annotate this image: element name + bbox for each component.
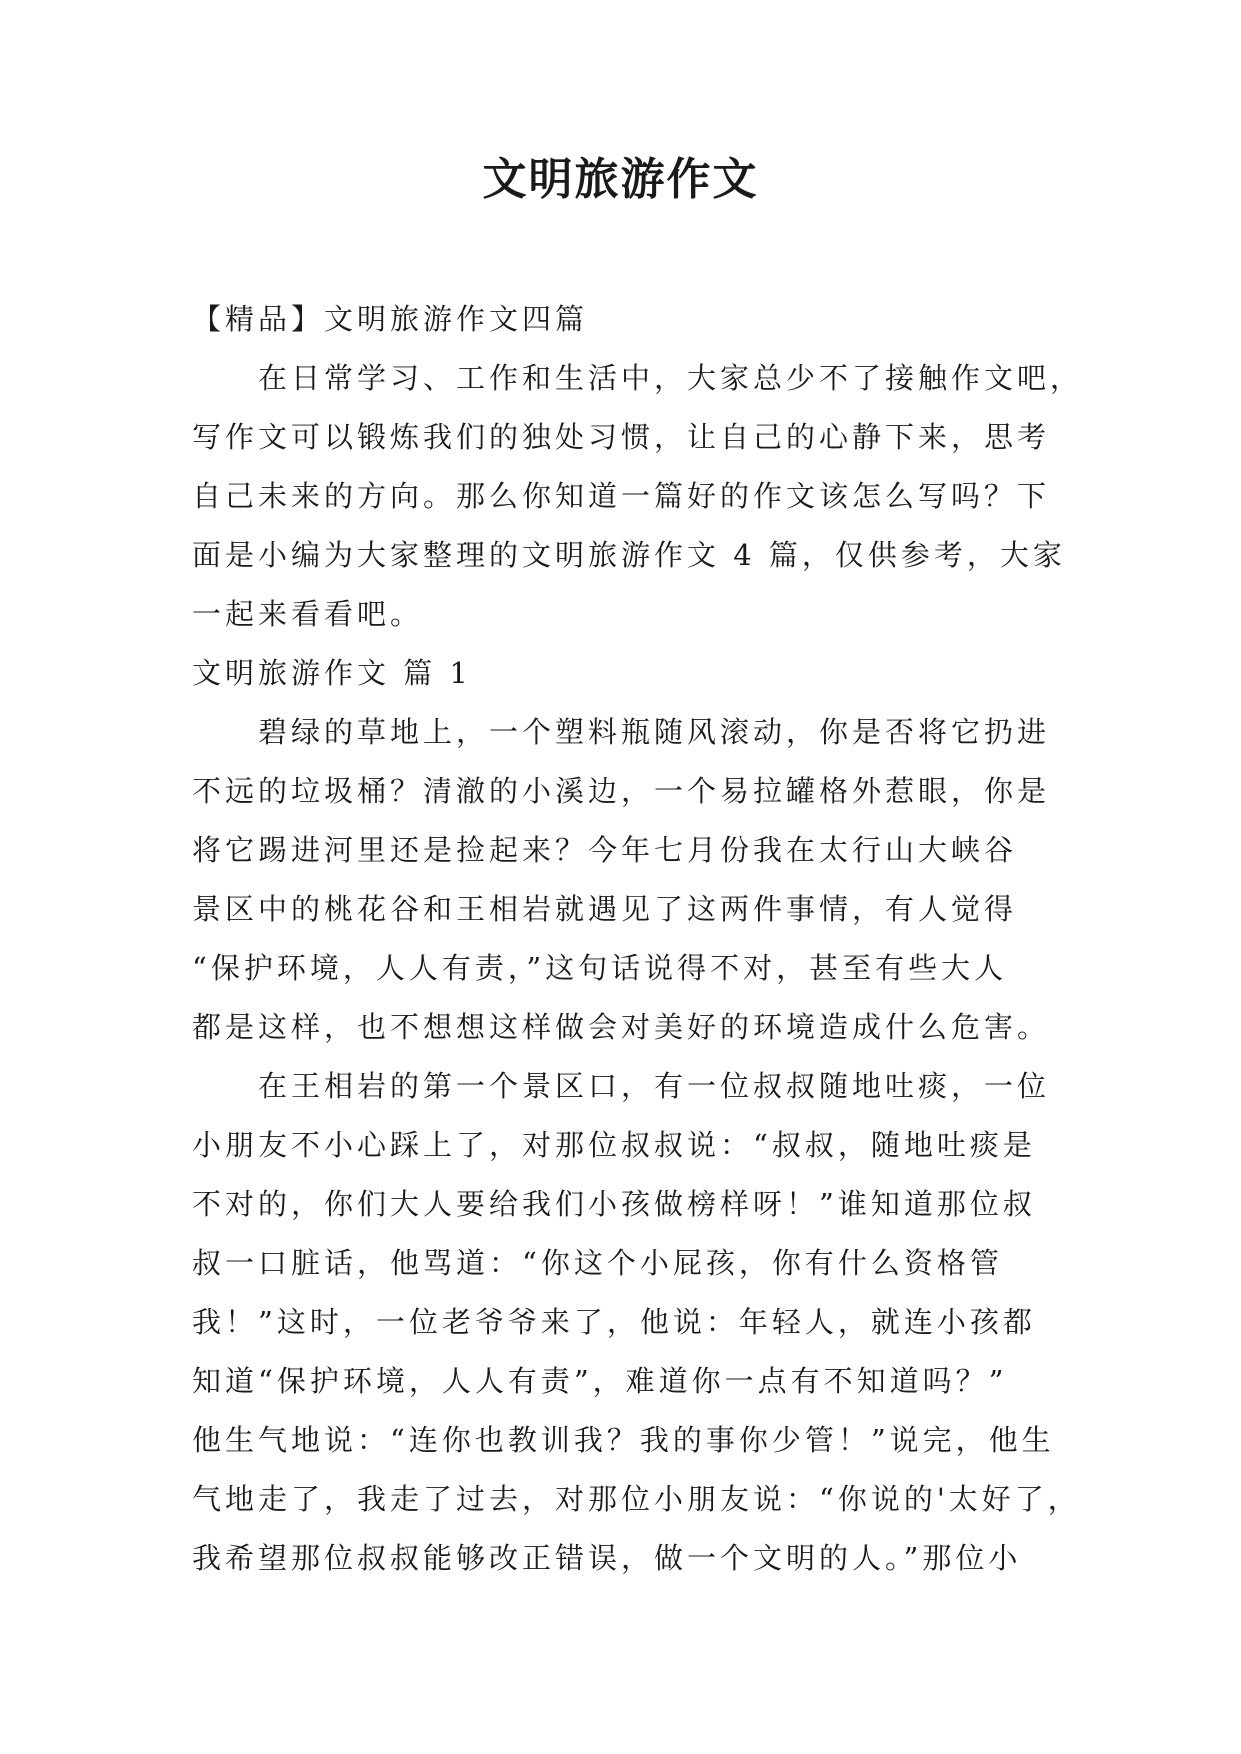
text-line: 叔一口脏话，他骂道：“你这个小屁孩，你有什么资格管: [192, 1246, 1003, 1280]
text-line: 气地走了，我走了过去，对那位小朋友说：“你说的'太好了，: [192, 1482, 1081, 1516]
text-line: 碧绿的草地上，一个塑料瓶随风滚动，你是否将它扔进: [258, 715, 1051, 749]
text-line: 一起来看看吧。: [192, 597, 424, 631]
text-line: 【精品】文明旅游作文四篇: [192, 302, 589, 336]
text-line: 都是这样，也不想想这样做会对美好的环境造成什么危害。: [192, 1010, 1051, 1044]
body-text: [192, 290, 1084, 1588]
text-line: 知道“保护环境，人人有责”，难道你一点有不知道吗？”: [192, 1364, 1008, 1398]
text-line: 不对的，你们大人要给我们小孩做榜样呀！”谁知道那位叔: [192, 1187, 1036, 1221]
text-line: 将它踢进河里还是捡起来？今年七月份我在太行山大峡谷: [192, 833, 1018, 867]
text-line: 在日常学习、工作和生活中，大家总少不了接触作文吧，: [258, 361, 1084, 395]
text-line: 我！”这时，一位老爷爷来了，他说：年轻人，就连小孩都: [192, 1305, 1036, 1339]
text-line: 小朋友不小心踩上了，对那位叔叔说：“叔叔，随地吐痰是: [192, 1128, 1036, 1162]
text-line: 在王相岩的第一个景区口，有一位叔叔随地吐痰，一位: [258, 1069, 1051, 1103]
text-line: 他生气地说：“连你也教训我？我的事你少管！”说完，他生: [192, 1423, 1055, 1457]
text-line: 面是小编为大家整理的文明旅游作文 4 篇，仅供参考，大家: [192, 538, 1066, 572]
text-line: 不远的垃圾桶？清澈的小溪边，一个易拉罐格外惹眼，你是: [192, 774, 1051, 808]
text-line: 自己未来的方向。那么你知道一篇好的作文该怎么写吗？下: [192, 479, 1051, 513]
text-line: 景区中的桃花谷和王相岩就遇见了这两件事情，有人觉得: [192, 892, 1018, 926]
text-line: 写作文可以锻炼我们的独处习惯，让自己的心静下来，思考: [192, 420, 1051, 454]
text-line: “保护环境，人人有责，”这句话说得不对，甚至有些大人: [192, 951, 1008, 985]
page-title: 文明旅游作文: [482, 154, 759, 205]
text-line: 文明旅游作文 篇 1: [192, 656, 472, 690]
text-line: 我希望那位叔叔能够改正错误，做一个文明的人。”那位小: [192, 1541, 1022, 1575]
